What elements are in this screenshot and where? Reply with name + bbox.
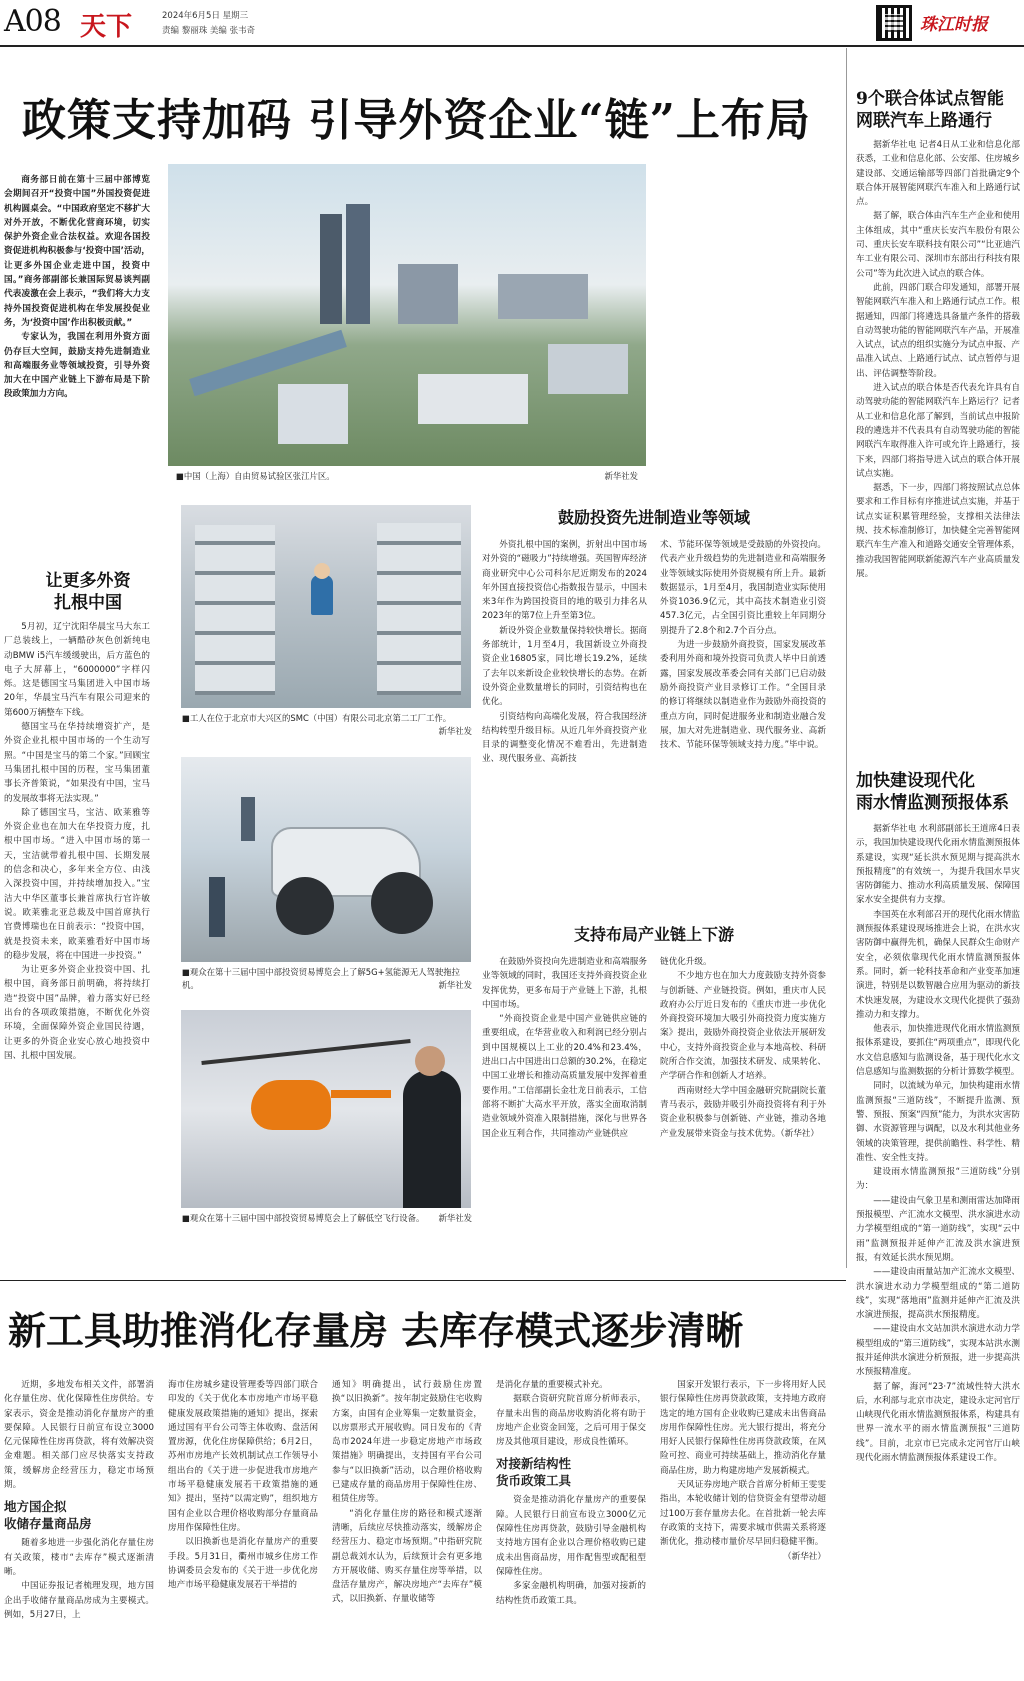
photo-low-altitude-aircraft <box>181 1010 471 1208</box>
section-c-paragraph: 在鼓励外资投向先进制造业和高端服务业等领域的同时，我国还支持外商投资企业发挥优势，更多布局于产业链上下游，扎根中国市场。 <box>482 957 647 1010</box>
sidebar-bottom-paragraph: 同时，以流域为单元，加快构建雨水情监测预报“三道防线”，不断提升监测、预警、预报、预案“四预”能力，为洪水灾害防御、水资源管理与调配，以及水利其他业务领域的决策管理，提供前瞻性、科学性、精准性、安全性支持。 <box>856 1081 1020 1163</box>
sidebar-bottom-paragraph: 他表示，加快推进现代化雨水情监测预报体系建设，要抓住“两项重点”，即现代化水文信息感知与监测设备，基于现代化水文信息感知与监测数据的分析计算数学模型。 <box>856 1024 1020 1078</box>
sidebar-bottom-paragraph: ——建设由雨量站加产汇流水文模型、洪水演进水动力学模型组成的“第二道防线”，实现“落地雨”监测并延伸产汇流及洪水演进预报，提高洪水预报精度。 <box>856 1267 1020 1321</box>
section-a-title: 让更多外资 扎根中国 <box>45 571 131 613</box>
paper-logo: 珠江时报 <box>920 15 988 35</box>
sidebar-bottom-title: 加快建设现代化 雨水情监测预报体系 <box>856 771 1009 813</box>
bottom-paragraph: 天风证券房地产联合首席分析师王雯雯指出，本轮收储计划的信贷资金有望带动超过100万套存量房去化。在首批新一轮去库存政策的支持下，需要求城市供需关系将逐渐优化，推动楼市量价尽早回归稳健平衡。 <box>660 1480 826 1548</box>
section-b-title: 鼓励投资先进制造业等领域 <box>557 508 750 527</box>
section-a-paragraph: 除了德国宝马，宝洁、欧莱雅等外资企业也在加大在华投资力度，扎根中国市场。“进入中国市场的第一天，宝洁就带着扎根中国、长期发展的信念和决心，多年来全方位、由浅入深投资中国，并持续增加投入。”宝洁大中华区董事长兼首席执行官许敏说。欧莱雅北亚总裁及中国首席执行官费博瑞也在日前表示：“投资中国，就是投资未来，欧莱雅看好中国市场的稳步发展，将在中国进一步投资。” <box>4 807 150 961</box>
bottom-paragraph: 是消化存量的重要模式补充。 <box>496 1380 608 1390</box>
bottom-col5 <box>660 1378 826 1564</box>
photo-zhangjiang-aerial <box>168 164 646 466</box>
bottom-story-rule <box>0 1280 846 1281</box>
bottom-paragraph: 国家开发银行表示，下一步将用好人民银行保障性住房再贷款政策，支持地方政府选定的地方国有企业收购已建成未出售商品房用作保障性住房。光大银行提出，将充分用好人民银行保障性住房再贷款政策，在风险可控、商业可持续基础上，推动消化存量商品住房，助力构建房地产发展新模式。 <box>660 1380 826 1476</box>
section-name: 天下 <box>80 12 133 42</box>
sidebar-top-body <box>856 138 1020 581</box>
section-b-col1 <box>482 538 647 767</box>
section-c-col1 <box>482 955 647 1141</box>
section-a-paragraph: 5月初，辽宁沈阳华晨宝马大东工厂总装线上，一辆酷砂灰色创新纯电动BMW i5汽车缓缓驶出，后方蓝色的电子大屏幕上，“6000000”字样闪烁。这是德国宝马集团进入中国市场20年，华晨宝马汽车有限公司迎来的第600万辆整车下线。 <box>4 622 150 718</box>
bottom-col3 <box>332 1378 482 1607</box>
section-a-paragraph: 德国宝马在华持续增资扩产，是外资企业扎根中国市场的一个生动写照。“中国是宝马的第二个家。”回顾宝马集团扎根中国的历程，宝马集团董事长齐普策说，“如果没有中国，宝马的发展故事将无法实现。” <box>4 722 150 804</box>
section-a-body <box>4 620 150 1063</box>
section-c-paragraph: 链优化升级。 <box>660 957 712 967</box>
qr-code-icon <box>876 5 912 41</box>
section-c-paragraph: “外商投资企业是中国产业链供应链的重要组成，在华营业收入和利润已经分别占到中国规模以上工业的20.4%和23.4%，进出口占中国进出口总额的30.2%，在稳定中国工业增长和推动高质量发展中发挥着重要作用。”工信部副长金壮龙日前表示，工信部将不断扩大高水平开放，落实全面取消制造业领域外资准入限制措施，深化与世界各国企业互利合作，共同推动产业链供应 <box>482 1014 647 1139</box>
section-c-paragraph: 西南财经大学中国金融研究院副院长董青马表示，鼓励并吸引外商投资将有利于外资企业积极参与创新链、产业链，推动各地产业发展带来资金与技术优势。（新华社） <box>660 1085 826 1139</box>
photo-3-caption: ■观众在第十三届中国中部投资贸易博览会上了解5G+氢能源无人驾驶拖拉机。 新华社发 <box>182 967 472 990</box>
bottom-paragraph: 据联合资研究院首席分析师表示，存量未出售的商品房收购消化将有助于房地产企业资金回笼，之后可用于保交房及其他项目建设，形成良性循环。 <box>496 1394 646 1448</box>
sidebar-divider <box>846 48 847 1268</box>
sidebar-top-paragraph: 据悉，下一步，四部门将按照试点总体要求和工作目标有序推进试点实施，并基于试点实证积累管理经验，支撑相关法律法规、技术标准制修订，加快健全完善智能网联汽车生产准入和道路交通安全管理体系，推动我国智能网联新能源汽车产业高质量发展。 <box>856 483 1020 579</box>
photo-4-caption: ■观众在第十三届中国中部投资贸易博览会上了解低空飞行设备。 新华社发 <box>182 1213 472 1223</box>
sidebar-top-title: 9个联合体试点智能 网联汽车上路通行 <box>856 89 1004 131</box>
bottom-paragraph: 资金是推动消化存量房产的重要保障。人民银行日前宣布设立3000亿元保障性住房再贷款，鼓励引导金融机构支持地方国有企业以合理价格收购已建成未出售商品房，用作配售型或配租型保障性住房。 <box>496 1495 646 1577</box>
sidebar-top-paragraph: 据新华社电 记者4日从工业和信息化部获悉，工业和信息化部、公安部、住房城乡建设部、交通运输部等四部门首批确定9个联合体开展智能网联汽车准入和上路通行试点。 <box>856 140 1020 208</box>
sidebar-top-paragraph: 据了解，联合体由汽车生产企业和使用主体组成，其中“重庆长安汽车股份有限公司、重庆长安车联科技有限公司”“比亚迪汽车工业有限公司、深圳市东部出行科技有限公司”等为此次进入试点的联合体。 <box>856 211 1020 279</box>
bottom-source: （新华社） <box>783 1551 826 1562</box>
section-a-paragraph: 为让更多外资企业投资中国、扎根中国，商务部日前明确，将持续打造“投资中国”品牌，着力落实好已经出台的各项政策措施，不断优化外资环境，全面保障外资企业国民待遇，让更多的外资企业安心放心地投资中国、扎根中国发展。 <box>4 965 150 1061</box>
sidebar-bottom-paragraph: ——建设由气象卫星和测雨雷达加降雨预报模型、产汇流水文模型、洪水演进水动力学模型组成的“第一道防线”，实现“云中雨”监测预报并延伸产汇流及洪水演进预报，有效延长洪水预见期。 <box>856 1195 1020 1263</box>
section-c-col2 <box>660 955 826 1141</box>
page-code: A08 <box>4 4 61 39</box>
photo-unmanned-tractor <box>181 757 471 962</box>
masthead-rule <box>0 45 1024 47</box>
photo-smc-factory <box>181 505 471 708</box>
bottom-col4-subhead: 对接新结构性 货币政策工具 <box>496 1456 572 1489</box>
section-b-paragraph: 为进一步鼓励外商投资，国家发展改革委利用外商和境外投资司负责人毕中日前透露，国家发展改革委会同有关部门已启动鼓励外商投资产业目录修订工作。“全国目录的修订将继续以制造业作为鼓励外商投资的重点方向，同时促进服务业和制造业融合发展，加大对先进制造业、现代服务业、高新技术、节能环保等领域支持力度。”毕中说。 <box>660 640 826 751</box>
bottom-paragraph: 多家金融机构明确，加强对接新的结构性货币政策工具。 <box>496 1581 646 1606</box>
bottom-col2 <box>168 1378 318 1592</box>
date-line: 2024年6月5日 星期三 <box>162 11 249 21</box>
bottom-paragraph: 通知》明确提出，试行鼓励住房置换“以旧换新”。按年制定鼓励住宅收购方案，由国有企业筹集一定数量资金，以房票形式开展收购。同日发布的《青岛市2024年进一步稳定房地产市场政策措施》明确提出，支持国有平台公司参与“以旧换新”活动，以合理价格收购已建成存量的商品房用于保障性住房、租赁住房等。 <box>332 1380 482 1505</box>
lead-paragraph: 专家认为，我国在利用外资方面仍存巨大空间，鼓励支持先进制造业和高端服务业等领域投资，引导外资加大在中国产业链上下游布局是下阶段政策加力方向。 <box>4 332 150 400</box>
section-b-paragraph: 外资扎根中国的案例，折射出中国市场对外资的“磁吸力”持续增强。英国智库经济商业研究中心公司科尔尼近期发布的2024年外国直接投资信心指数报告显示，中国未来3年作为跨国投资目的地的吸引力排名从2023年的第7位上升至第3位。 <box>482 540 647 622</box>
bottom-paragraph: 中国证券报记者梳理发现，地方国企出手收储存量商品房成为主要模式。例如，5月27日，上 <box>4 1581 154 1620</box>
sidebar-bottom-paragraph: 李国英在水利部召开的现代化雨水情监测预报体系建设现场推进会上说，在洪水灾害防御中赢得先机，确保人民群众生命财产安全，必须依靠现代化雨水情监测预报体系。同时，新一轮科技革命和产业变革加速演进，特别是以数智融合应用为驱动的新技术快速发展，为建设水文现代化提供了强劲推动力和支撑力。 <box>856 909 1020 1020</box>
sidebar-bottom-paragraph: 建设雨水情监测预报“三道防线”分别为： <box>856 1167 1020 1192</box>
main-headline: 政策支持加码 引导外资企业“链”上布局 <box>22 95 811 146</box>
sidebar-bottom-body <box>856 822 1020 1465</box>
bottom-col1-subhead: 地方国企拟 收储存量商品房 <box>4 1499 92 1532</box>
sidebar-bottom-paragraph: ——建设由水文站加洪水演进水动力学模型组成的“第三道防线”，实现本站洪水测报并延伸洪水演进分析预报，进一步提高洪水预报精准度。 <box>856 1324 1020 1378</box>
sidebar-bottom-paragraph: 据了解，海河“23·7”流域性特大洪水后，水利部与北京市决定，建设永定河官厅山峡现代化雨水情监测预报体系，构建具有世界一流水平的雨水情监测预报“三道防线”。目前，北京市已完成永定河官厅山峡现代化雨水情监测预报体系建设工作。 <box>856 1381 1020 1464</box>
section-b-col2 <box>660 538 826 752</box>
photo-1-caption: ■中国（上海）自由贸易试验区张江片区。 新华社发 <box>176 471 638 481</box>
bottom-paragraph: 以旧换新也是消化存量房产的重要手段。5月31日，衢州市城乡住房工作协调委员会发布的《关于进一步优化房地产市场平稳健康发展若干举措的 <box>168 1537 318 1591</box>
section-b-paragraph: 术、节能环保等领域是受鼓励的外资投向。代表产业升级趋势的先进制造业和高端服务业等领域实际使用外资规模有所上升。最新数据显示，1月至4月，我国制造业实际使用外资1036.9亿元，其中高技术制造业引资457.3亿元，占全国引资比重较上年同期分别提升了2.8个和2.7个百分点。 <box>660 540 826 636</box>
editor-line: 责编 黎丽珠 美编 张韦奇 <box>162 26 256 36</box>
bottom-col4 <box>496 1378 646 1608</box>
bottom-paragraph: 海市住房城乡建设管理委等四部门联合印发的《关于优化本市房地产市场平稳健康发展政策措施的通知》提出，探索通过国有平台公司等主体收购、盘活闲置房源，优化住房保障供给；6月2日，苏州市房地产长效机制试点工作领导小组出台的《关于进一步促进我市房地产市场平稳健康发展若干政策措施的通知》提出，坚持“以需定购”，组织地方国有企业以合理价格收购部分存量商品房用作保障性住房。 <box>168 1380 318 1533</box>
bottom-headline: 新工具助推消化存量房 去库存模式逐步清晰 <box>8 1308 744 1353</box>
section-b-paragraph: 引资结构向高端化发展，符合我国经济结构转型升级目标。从近几年外商投资产业目录的调整变化情况不难看出，先进制造业、现代服务业、高新技 <box>482 711 647 765</box>
section-c-title: 支持布局产业链上下游 <box>573 925 734 944</box>
bottom-col1 <box>4 1378 154 1622</box>
bottom-paragraph: 随着多地进一步强化消化存量住房有关政策，楼市“去库存”模式逐渐清晰。 <box>4 1538 154 1577</box>
bottom-paragraph: “消化存量住房的路径和模式逐渐清晰，后续应尽快推动落实，缓解房企经营压力、稳定市场预期。”中指研究院副总裁刘水认为，后续预计会有更多地方开展收储、购买存量住房等举措，以盘活存量房产，解决房地产“去库存”模式，以旧换新、存量收储等 <box>332 1508 482 1605</box>
lead-article <box>4 173 150 402</box>
sidebar-top-paragraph: 此前，四部门联合印发通知，部署开展智能网联汽车准入和上路通行试点工作。根据通知，四部门将遴选具备量产条件的搭载自动驾驶功能的智能网联汽车产品，开展准入试点，试点的组织实施分为试点申报、产品准入试点、上路通行试点、试点暂停与退出、评估调整等阶段。 <box>856 282 1020 379</box>
section-c-paragraph: 不少地方也在加大力度鼓励支持外资参与创新链、产业链投资。例如，重庆市人民政府办公厅近日发布的《重庆市进一步优化外商投资环境加大吸引外商投资力度实施方案》提出，鼓励外商投资企业依法开展研发中心，支持外商投资企业与本地高校、科研院所合作交流，加强技术研发、成果转化、产学研合作和创新人才培养。 <box>660 971 826 1082</box>
lead-paragraph: 商务部日前在第十三届中部博览会期间召开“投资中国”外国投资促进机构圆桌会。“中国政府坚定不移扩大对外开放，不断优化营商环境，切实保护外资企业合法权益。欢迎各国投资促进机构积极参与‘投资中国’活动，让更多外国企业走进中国，投资中国。”商务部副部长兼国际贸易谈判副代表凌激在会上表示，“我们将大力支持外国投资促进机构在华发展投促业务，为‘投资中国’作出积极贡献。” <box>4 175 150 328</box>
sidebar-top-paragraph: 进入试点的联合体是否代表允许具有自动驾驶功能的智能网联汽车上路运行？记者从工业和信息化部了解到，当前试点申报阶段的遴选并不代表具有自动驾驶功能的智能网联汽车取得准入许可或允许上路通行，接下来，四部门将指导进入试点的联合体开展试点实施。 <box>856 383 1020 479</box>
section-b-paragraph: 新设外资企业数量保持较快增长。据商务部统计，1月至4月，我国新设立外商投资企业16805家，同比增长19.2%，延续了去年以来新设企业较快增长的态势。在新设外资企业数量增长的同时，引资结构也在优化。 <box>482 625 647 708</box>
bottom-paragraph: 近期，多地发布相关文件，部署消化存量住房、优化保障性住房供给。专家表示，资金是推动消化存量房产的重要保障。人民银行日前宣布设立3000亿元保障性住房再贷款，将有效解决资金难题。相关部门应尽快落实支持政策，缓解房企经营压力，稳定市场预期。 <box>4 1380 154 1491</box>
sidebar-bottom-paragraph: 据新华社电 水利部副部长王道席4日表示，我国加快建设现代化雨水情监测预报体系建设，实现“延长洪水预见期与提高洪水预报精度”的有效统一，为提升我国水旱灾害防御能力、推动水利高质量发展、保障国家水安全提供有力支撑。 <box>856 824 1020 906</box>
photo-2-caption: ■工人在位于北京市大兴区的SMC（中国）有限公司北京第二工厂工作。 新华社发 <box>182 713 472 736</box>
